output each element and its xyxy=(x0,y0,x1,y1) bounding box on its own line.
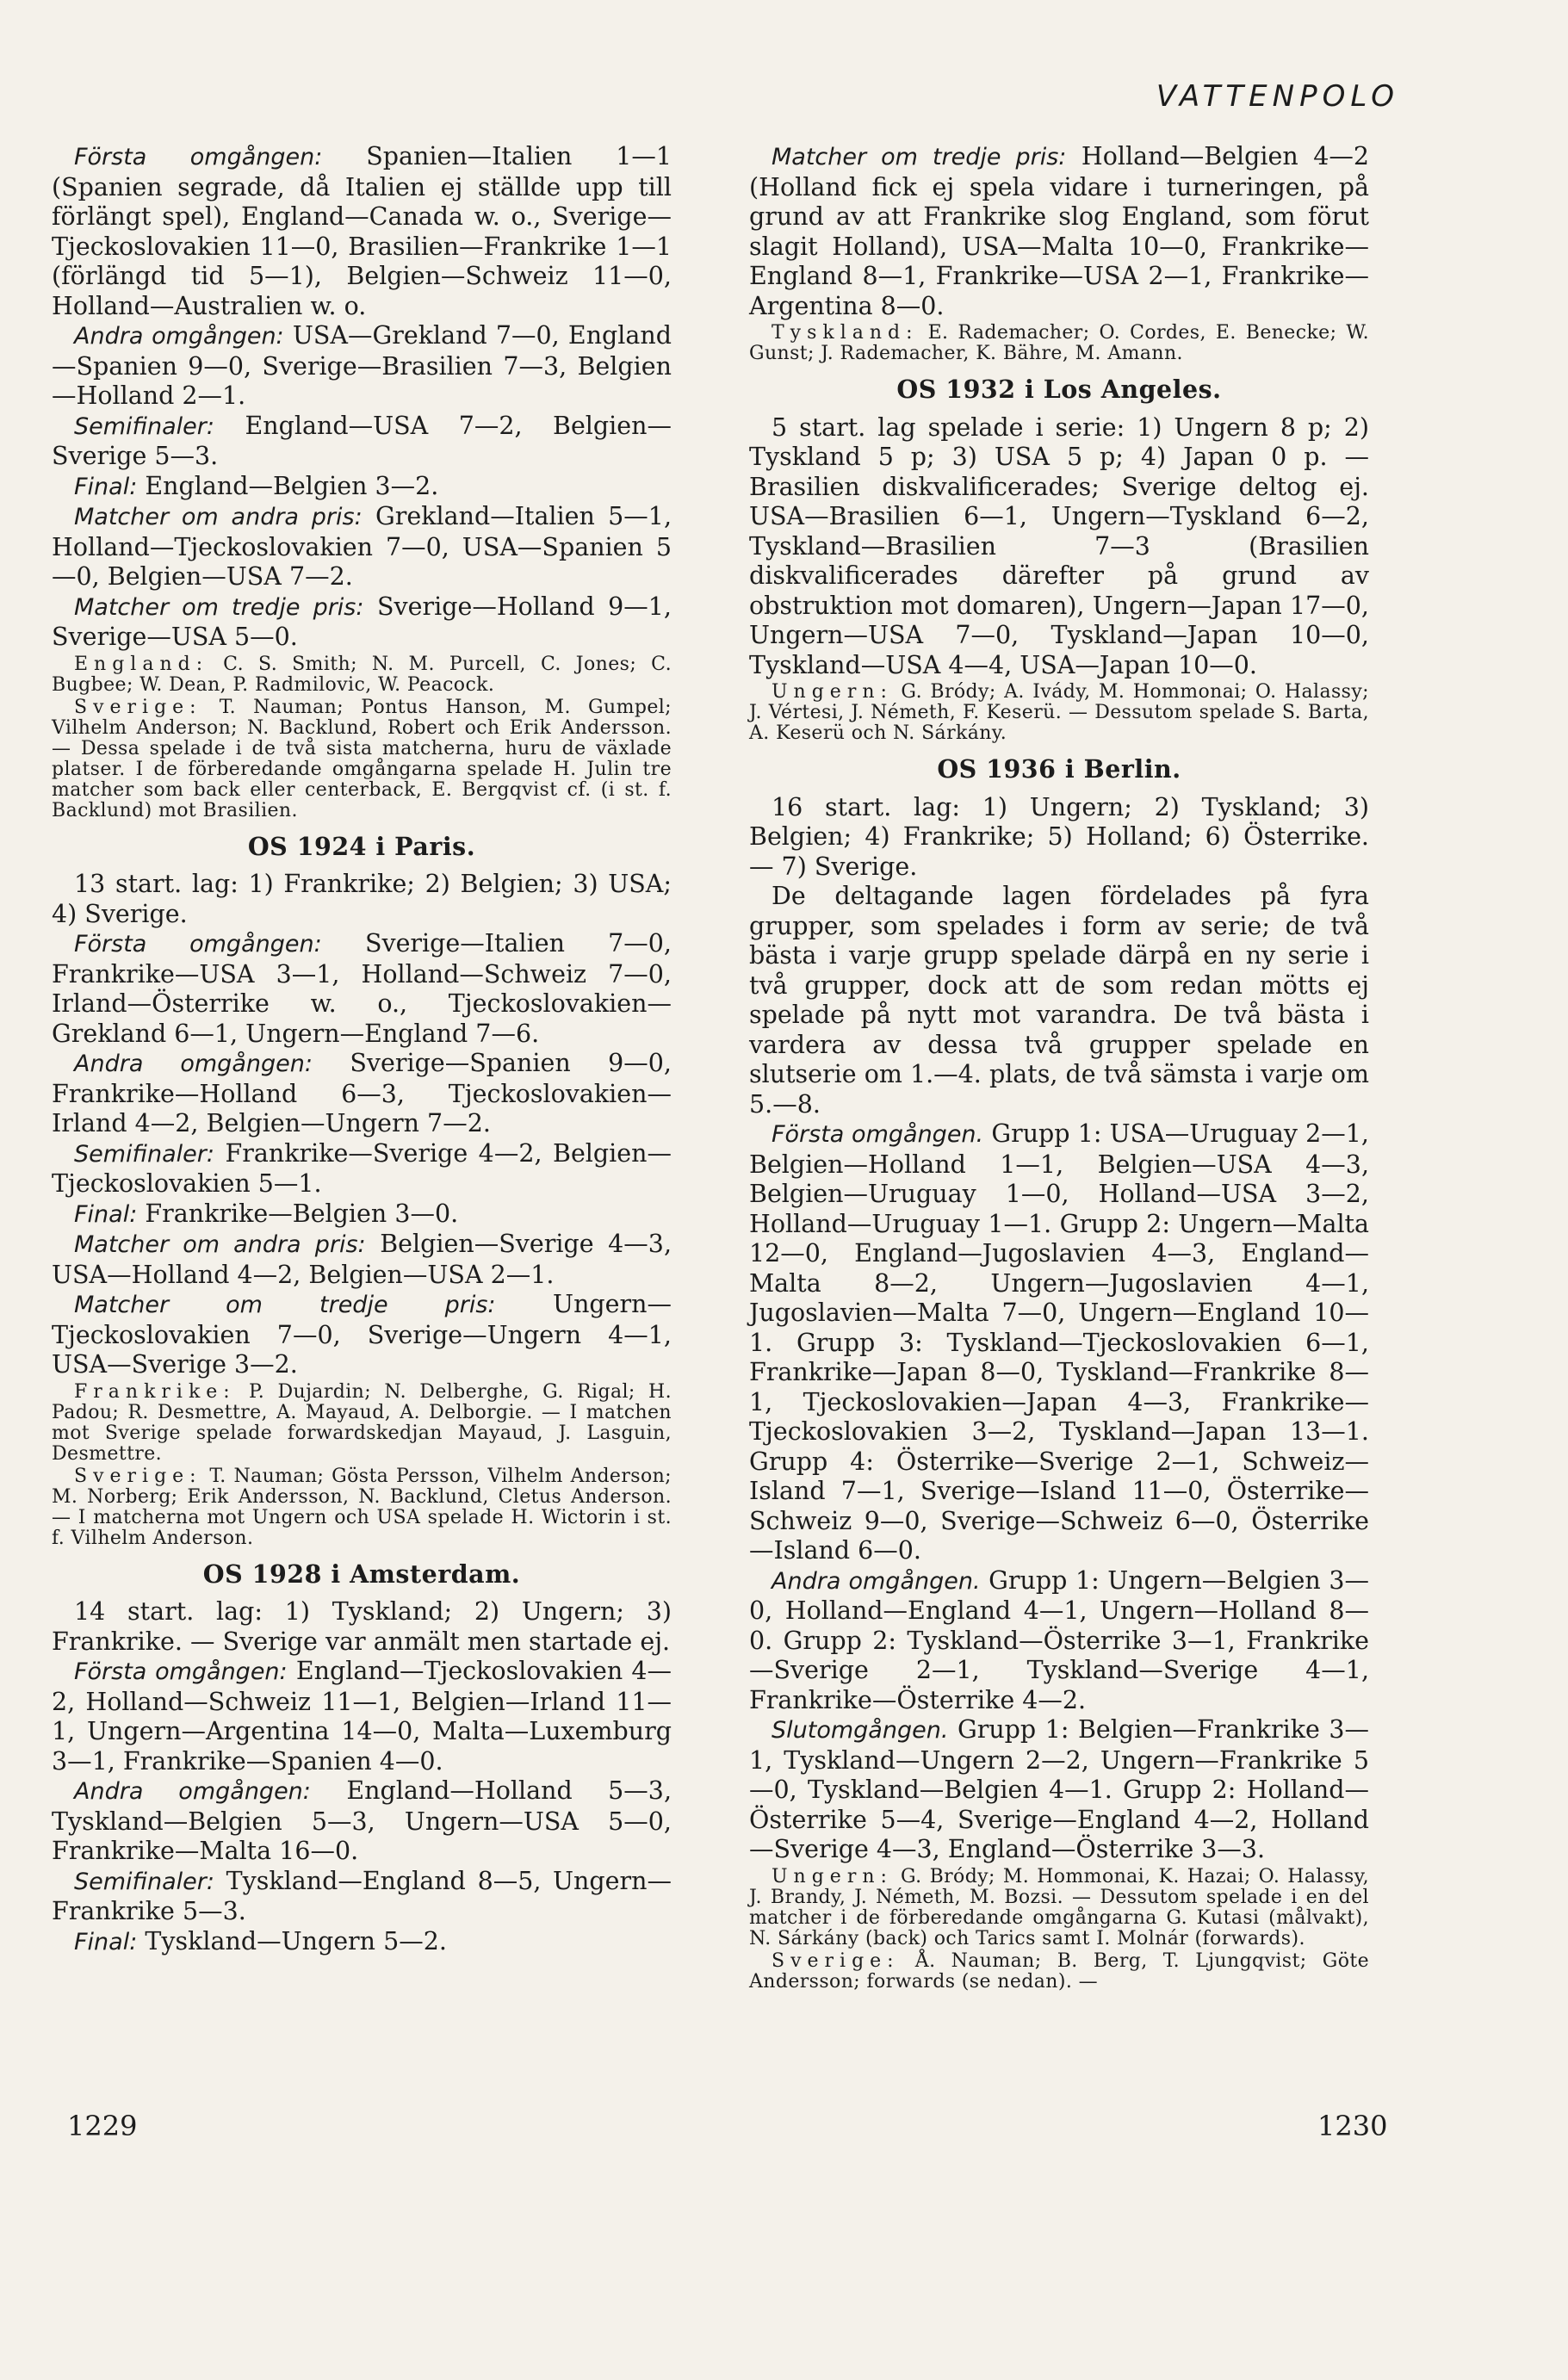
paragraph-text: T. Nauman; Pontus Hanson, M. Gumpel; Vilhelm Anderson; N. Backlund, Robert och Erik Andersson. — Dessa spelade i de två sista matcherna, huru de växlade platser. I de förberedande omgångarna spelade H. Julin tre matcher som back eller centerback, E. Bergqvist cf. (i st. f. Backlund) mot Brasilien. xyxy=(52,696,672,821)
paragraph-text: USA—Grekland 7—0, England—Spanien 9—0, Sverige—Brasilien 7—3, Belgien—Holland 2—1. xyxy=(52,321,672,410)
results-paragraph xyxy=(52,1867,672,1927)
roster-team-name: England: xyxy=(74,653,209,675)
team-roster xyxy=(52,1382,672,1465)
results-paragraph xyxy=(52,1776,672,1867)
paragraph-text: Sverige—Spanien 9—0, Frankrike—Holland 6—3, Tjeckoslovakien—Irland 4—2, Belgien—Ungern 7—2. xyxy=(52,1049,672,1137)
round-label: Andra omgången: xyxy=(74,1051,313,1077)
roster-team-name: Tyskland: xyxy=(772,322,919,344)
results-paragraph xyxy=(52,1290,672,1380)
round-label: Slutomgången. xyxy=(772,1717,949,1744)
team-roster xyxy=(749,682,1369,744)
roster-team-name: Sverige: xyxy=(74,696,202,718)
running-header: VATTENPOLO xyxy=(1156,79,1399,114)
results-paragraph xyxy=(749,1715,1369,1865)
results-paragraph xyxy=(52,321,672,412)
results-paragraph xyxy=(52,1597,672,1657)
paragraph-text: Tyskland—England 8—5, Ungern—Frankrike 5—3. xyxy=(52,1866,672,1925)
round-label: Matcher om tredje pris: xyxy=(74,1292,496,1318)
paragraph-text: Holland—Belgien 4—2 (Holland fick ej spela vidare i turneringen, på grund av att Frankrike slog England, som förut slagit Holland), USA—Malta 10—0, Frankrike—England 8—1, Frankrike—USA 2—1, Frankrike—Argentina 8—0. xyxy=(749,142,1369,320)
round-label: Semifinaler: xyxy=(74,1868,214,1895)
paragraph-text: C. S. Smith; N. M. Purcell, C. Jones; C. Bugbee; W. Dean, P. Radmilovic, W. Peacock. xyxy=(52,653,672,696)
results-paragraph xyxy=(52,1230,672,1290)
team-roster xyxy=(749,1867,1369,1949)
paragraph-text: 16 start. lag: 1) Ungern; 2) Tyskland; 3) Belgien; 4) Frankrike; 5) Holland; 6) Österrike. — 7) Sverige. xyxy=(749,792,1369,881)
round-label: Andra omgången. xyxy=(772,1567,981,1595)
results-paragraph xyxy=(749,413,1369,681)
paragraph-text: Spanien—Italien 1—1 (Spanien segrade, då Italien ej ställde upp till förlängt spel), England—Canada w. o., Sverige—Tjeckoslovakien 11—0, Brasilien—Frankrike 1—1 (förlängd tid 5—1), Belgien—Schweiz 11—0, Holland—Australien w. o. xyxy=(52,142,672,320)
right-column xyxy=(749,142,1369,1994)
paragraph-text: Frankrike—Belgien 3—0. xyxy=(145,1199,459,1228)
paragraph-text: T. Nauman; Gösta Persson, Vilhelm Anderson; M. Norberg; Erik Andersson, N. Backlund, Cletus Anderson. — I matcherna mot Ungern och USA spelade H. Wictorin i st. f. Vilhelm Anderson. xyxy=(52,1465,672,1549)
paragraph-text: Grekland—Italien 5—1, Holland—Tjeckoslovakien 7—0, USA—Spanien 5—0, Belgien—USA 7—2. xyxy=(52,502,672,591)
page-number-right: 1230 xyxy=(1317,2110,1388,2142)
roster-team-name: Ungern: xyxy=(772,681,893,703)
paragraph-text: England—Belgien 3—2. xyxy=(145,471,439,500)
section-heading: OS 1924 i Paris. xyxy=(247,831,476,861)
team-roster xyxy=(52,697,672,821)
roster-team-name: Sverige: xyxy=(74,1465,202,1487)
results-paragraph xyxy=(52,412,672,472)
roster-team-name: Frankrike: xyxy=(74,1380,236,1403)
round-label: Första omgången: xyxy=(74,1658,288,1685)
roster-team-name: Sverige: xyxy=(772,1949,900,1972)
round-label: Matcher om tredje pris: xyxy=(772,144,1067,170)
round-label: Första omgången: xyxy=(74,931,322,958)
round-label: Andra omgången: xyxy=(74,1778,311,1805)
round-label: Matcher om andra pris: xyxy=(74,1231,366,1258)
left-column xyxy=(52,142,672,1957)
paragraph-text: Grupp 1: Belgien—Frankrike 3—1, Tyskland—Ungern 2—2, Ungern—Frankrike 5—0, Tyskland—Belgien 4—1. Grupp 2: Holland—Österrike 5—4, Sverige—England 4—2, Holland—Sverige 4—3, England—Österrike 3—3. xyxy=(749,1715,1369,1863)
results-paragraph xyxy=(52,1049,672,1139)
results-paragraph xyxy=(52,1927,672,1958)
round-label: Första omgången. xyxy=(772,1121,984,1148)
paragraph-text: Ungern—Tjeckoslovakien 7—0, Sverige—Ungern 4—1, USA—Sverige 3—2. xyxy=(52,1290,672,1379)
results-paragraph xyxy=(52,592,672,653)
results-paragraph xyxy=(52,929,672,1049)
section-heading: OS 1932 i Los Angeles. xyxy=(896,375,1222,404)
round-label: Matcher om tredje pris: xyxy=(74,593,364,621)
results-paragraph xyxy=(52,472,672,503)
results-paragraph xyxy=(52,1199,672,1230)
paragraph-text: Tyskland—Ungern 5—2. xyxy=(145,1926,447,1955)
paragraph-text: Grupp 1: USA—Uruguay 2—1, Belgien—Holland 1—1, Belgien—USA 4—3, Belgien—Uruguay 1—0, Holland—USA 3—2, Holland—Uruguay 1—1. Grupp 2: Ungern—Malta 12—0, England—Jugoslavien 4—3, England—Malta 8—2, Ungern—Jugoslavien 4—1, Jugoslavien—Malta 7—0, Ungern—England 10—1. Grupp 3: Tyskland—Tjeckoslovakien 6—1, Frankrike—Japan 8—0, Tyskland—Frankrike 8—1, Tjeckoslovakien—Japan 4—3, Frankrike—Tjeckoslovakien 3—2, Tyskland—Japan 13—1. Grupp 4: Österrike—Sverige 2—1, Schweiz—Island 7—1, Sverige—Island 11—0, Österrike—Schweiz 9—0, Sverige—Schweiz 6—0, Österrike—Island 6—0. xyxy=(749,1119,1369,1565)
round-label: Andra omgången: xyxy=(74,323,284,350)
roster-team-name: Ungern: xyxy=(772,1865,893,1887)
results-paragraph xyxy=(749,142,1369,321)
round-label: Final: xyxy=(74,473,138,500)
paragraph-text: Belgien—Sverige 4—3, USA—Holland 4—2, Belgien—USA 2—1. xyxy=(52,1230,672,1289)
results-paragraph xyxy=(52,502,672,592)
round-label: Final: xyxy=(74,1200,138,1228)
paragraph-text: 5 start. lag spelade i serie: 1) Ungern 8 p; 2) Tyskland 5 p; 3) USA 5 p; 4) Japan 0 p. — Brasilien diskvalificerades; Sverige deltog ej. USA—Brasilien 6—1, Ungern—Tyskland 6—2, Tyskland—Brasilien 7—3 (Brasilien diskvalificerades därefter på grund av obstruktion mot domaren), Ungern—Japan 17—0, Ungern—USA 7—0, Tyskland—Japan 10—0, Tyskland—USA 4—4, USA—Japan 10—0. xyxy=(749,412,1369,679)
paragraph-text: E. Rademacher; O. Cordes, E. Benecke; W. Gunst; J. Rademacher, K. Bähre, M. Amann. xyxy=(749,322,1369,364)
team-roster xyxy=(749,1951,1369,1993)
paragraph-text: Frankrike—Sverige 4—2, Belgien—Tjeckoslovakien 5—1. xyxy=(52,1138,672,1198)
paragraph-text: 14 start. lag: 1) Tyskland; 2) Ungern; 3) Frankrike. — Sverige var anmält men startade ej. xyxy=(52,1597,672,1656)
paragraph-text: 13 start. lag: 1) Frankrike; 2) Belgien; 3) USA; 4) Sverige. xyxy=(52,870,672,928)
round-label: Matcher om andra pris: xyxy=(74,504,363,530)
paragraph-text: G. Bródy; M. Hommonai, K. Hazai; O. Halassy, J. Brandy, J. Németh, M. Bozsi. — Dessutom spelade i en del matcher i de förberedande omgångarna G. Kutasi (målvakt), N. Sárkány (back) och Tarics samt I. Molnár (forwards). xyxy=(749,1865,1369,1949)
team-roster xyxy=(52,1466,672,1549)
results-paragraph xyxy=(52,142,672,321)
results-paragraph xyxy=(52,1139,672,1199)
team-roster xyxy=(52,654,672,696)
section-heading: OS 1928 i Amsterdam. xyxy=(202,1559,521,1589)
round-label: Semifinaler: xyxy=(74,1140,214,1168)
team-roster xyxy=(749,323,1369,364)
paragraph-text: England—Holland 5—3, Tyskland—Belgien 5—3, Ungern—USA 5—0, Frankrike—Malta 16—0. xyxy=(52,1776,672,1865)
results-paragraph xyxy=(749,793,1369,883)
results-paragraph xyxy=(749,1566,1369,1716)
paragraph-text: England—Tjeckoslovakien 4—2, Holland—Schweiz 11—1, Belgien—Irland 11—1, Ungern—Argentina 14—0, Malta—Luxemburg 3—1, Frankrike—Spanien 4—0. xyxy=(52,1657,672,1776)
paragraph-text: G. Bródy; A. Ivády, M. Hommonai; O. Halassy; J. Vértesi, J. Németh, F. Keserü. — Dessutom spelade S. Barta, A. Keserü och N. Sárkány. xyxy=(749,681,1369,744)
paragraph-text: P. Dujardin; N. Delberghe, G. Rigal; H. Padou; R. Desmettre, A. Mayaud, A. Delborgie. — I matchen mot Sverige spelade forwardskedjan Mayaud, J. Lasguin, Desmettre. xyxy=(52,1380,672,1465)
round-label: Semifinaler: xyxy=(74,412,214,440)
round-label: Final: xyxy=(74,1928,138,1955)
paragraph-text: England—USA 7—2, Belgien—Sverige 5—3. xyxy=(52,411,672,470)
paragraph-text: Å. Nauman; B. Berg, T. Ljungqvist; Göte Andersson; forwards (se nedan). — xyxy=(749,1949,1369,1993)
results-paragraph xyxy=(52,1657,672,1776)
paragraph-text: Sverige—Italien 7—0, Frankrike—USA 3—1, Holland—Schweiz 7—0, Irland—Österrike w. o., Tjeckoslovakien—Grekland 6—1, Ungern—England 7—6. xyxy=(52,929,672,1048)
paragraph-text: De deltagande lagen fördelades på fyra grupper, som spelades i form av serie; de två bästa i varje grupp spelade därpå en ny serie i två grupper, dock att de som redan mötts ej spelade på nytt mot varandra. De två bästa i vardera av dessa två grupper spelade en slutserie om 1.—4. plats, de två sämsta i varje om 5.—8. xyxy=(749,882,1369,1119)
paragraph-text: Sverige—Holland 9—1, Sverige—USA 5—0. xyxy=(52,592,672,651)
paragraph-text: Grupp 1: Ungern—Belgien 3—0, Holland—England 4—1, Ungern—Holland 8—0. Grupp 2: Tyskland—Österrike 3—1, Frankrike—Sverige 2—1, Tyskland—Sverige 4—1, Frankrike—Österrike 4—2. xyxy=(749,1565,1369,1714)
round-label: Första omgången: xyxy=(74,144,323,170)
section-heading: OS 1936 i Berlin. xyxy=(937,754,1181,784)
results-paragraph xyxy=(52,870,672,929)
results-paragraph xyxy=(749,1119,1369,1566)
results-paragraph xyxy=(749,882,1369,1119)
page-number-left: 1229 xyxy=(67,2110,138,2142)
